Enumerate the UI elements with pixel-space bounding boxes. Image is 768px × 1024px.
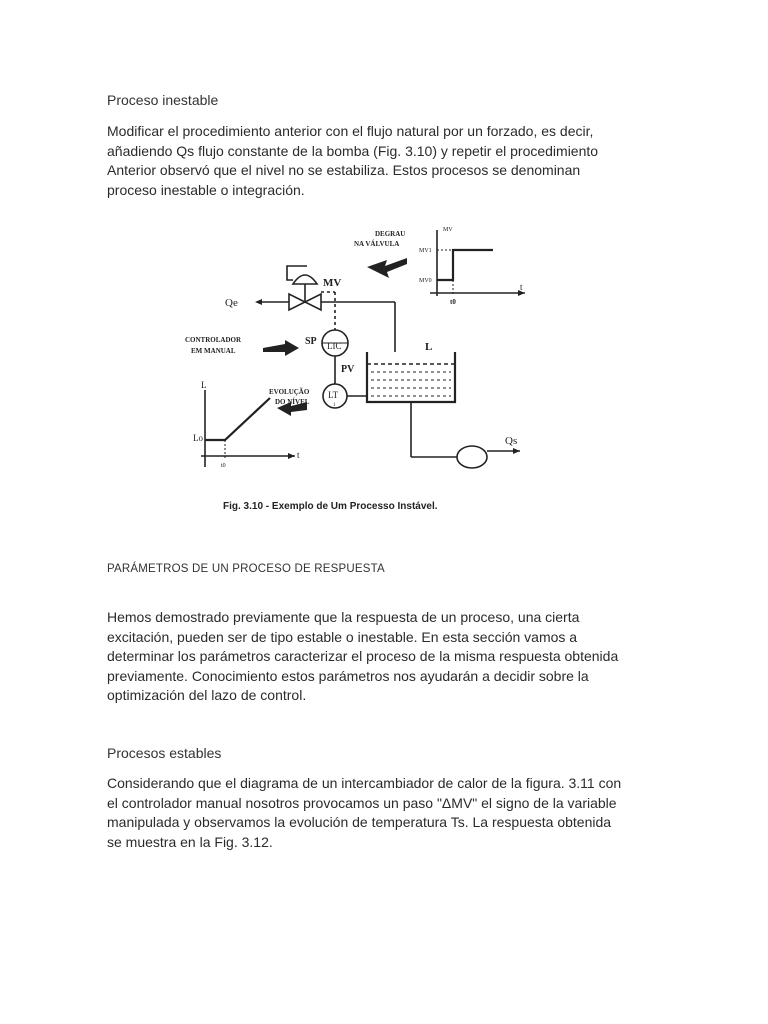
text-line: Hemos demostrado previamente que la respuesta de un proceso, una cierta <box>107 609 580 625</box>
qe-label: Qe <box>225 297 238 309</box>
mv1-label: MV1 <box>419 248 432 254</box>
text-line: previamente. Conocimiento estos parámetros nos ayudarán a decidir sobre la <box>107 667 589 684</box>
tank-wall <box>367 352 455 402</box>
t0-label-2: t0 <box>221 463 226 469</box>
evolucao-label: EVOLUÇÃO <box>269 388 310 396</box>
qe-arrow-icon <box>255 299 262 305</box>
figure-caption: Fig. 3.10 - Exemplo de Um Processo Instável. <box>223 501 438 512</box>
text-line: añadiendo Qs flujo constante de la bomba (Fig. 3.10) y repetir el procedimiento <box>107 142 599 159</box>
text-line: Modificar el procedimiento anterior con el flujo natural por un forzado, es decir, <box>107 123 594 139</box>
section-heading-parametros: PARÁMETROS DE UN PROCESO DE RESPUESTA <box>107 563 385 575</box>
degrau-arrow-icon <box>367 258 407 278</box>
t0-label: t0 <box>450 298 456 306</box>
valve-actuator <box>293 275 317 284</box>
text-line: el controlador manual nosotros provocamos un paso "ΔMV" el signo de la variable <box>107 794 617 811</box>
text-line: determinar los parámetros caracterizar el proceso de la misma respuesta obtenida <box>107 648 619 664</box>
t-axis2-arrow-icon <box>288 453 295 459</box>
pv-label: PV <box>341 364 355 375</box>
pump-body <box>457 446 487 468</box>
sp-label: SP <box>305 336 317 347</box>
lic-label: LIC <box>327 341 342 351</box>
mv-label: MV <box>323 277 342 289</box>
paragraph-parametros <box>107 608 667 706</box>
mv-axis-label: MV <box>443 227 453 233</box>
text-line: proceso inestable o integración. <box>107 181 305 198</box>
em-manual-label: EM MANUAL <box>191 347 236 355</box>
qs-arrow-icon <box>513 448 520 454</box>
level-ramp-line <box>205 398 270 440</box>
process-diagram-figure <box>175 222 540 522</box>
paragraph-proceso-inestable <box>107 122 667 200</box>
na-valvula-label: NA VÁLVULA <box>354 240 400 248</box>
text-line: se muestra en la Fig. 3.12. <box>107 833 273 850</box>
section-heading-procesos-estables: Procesos estables <box>107 745 222 761</box>
lo-label: Lo <box>193 433 203 443</box>
text-line: manipulada y observamos la evolución de temperatura Ts. La respuesta obtenida <box>107 814 612 830</box>
lt-label: LT <box>328 390 339 400</box>
mv0-label: MV0 <box>419 278 432 284</box>
do-nivel-label: DO NÍVEL <box>275 398 310 406</box>
tank-level-label: L <box>425 341 433 353</box>
controlador-arrow-icon <box>263 340 299 356</box>
text-line: Considerando que el diagrama de un intercambiador de calor de la figura. 3.11 con <box>107 775 622 791</box>
paragraph-procesos-estables <box>107 774 667 852</box>
qs-label: Qs <box>505 435 518 447</box>
t-axis-label: t <box>520 282 523 292</box>
text-line: excitación, pueden ser de tipo estable o inestable. En esta sección vamos a <box>107 628 578 645</box>
lt-number-label: 1 <box>333 403 336 408</box>
controlador-label: CONTROLADOR <box>185 336 242 344</box>
section-heading-proceso-inestable: Proceso inestable <box>107 92 219 108</box>
text-line: Anterior observó que el nivel no se estabiliza. Estos procesos se denominan <box>107 162 581 178</box>
l-axis-label: L <box>201 380 207 390</box>
text-line: optimización del lazo de control. <box>107 687 307 703</box>
degrau-label: DEGRAU <box>375 230 406 238</box>
step-signal-line <box>437 250 493 280</box>
t-axis2-label: t <box>297 450 300 460</box>
